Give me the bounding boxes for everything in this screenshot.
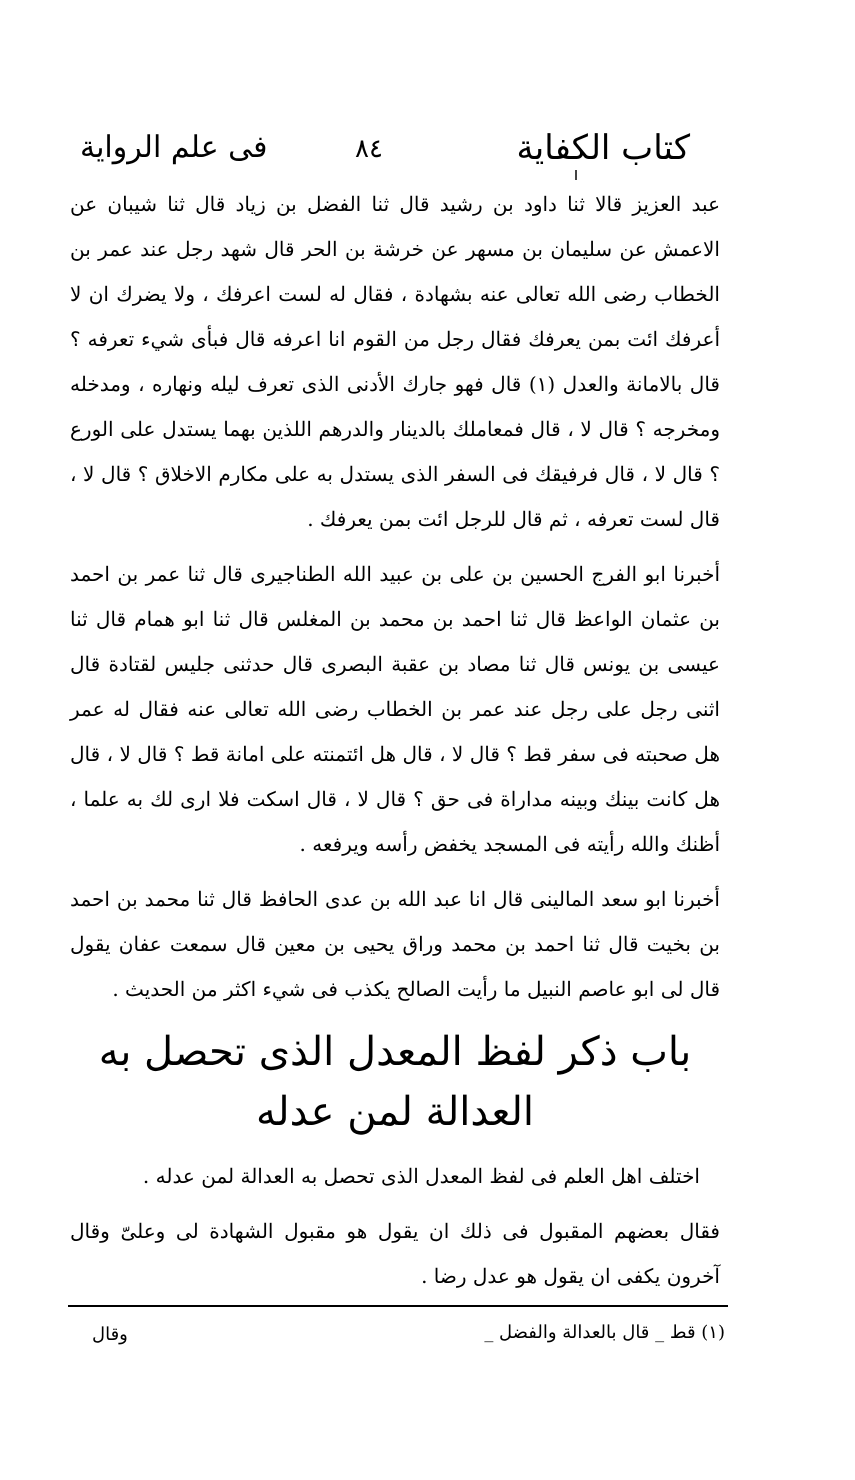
paragraph: عبد العزيز قالا ثنا داود بن رشيد قال ثنا الفضل بن زياد قال ثنا شيبان عن الاعمش عن سليمان بن مسهر عن خرشة بن الحر قال شهد رجل عند عمر بن الخطاب رضى الله تعالى عنه بشهادة ، فقال له لست اعرفك ، ولا يضرك ان لا أعرفك ائت بمن يعرفك فقال رجل من القوم انا اعرفه قال فبأى شيء تعرفه ؟ قال بالامانة والعدل (١) قال فهو جارك الأدنى الذى تعرف ليله ونهاره ، ومدخله ومخرجه ؟ قال لا ، قال فمعاملك بالدينار والدرهم اللذين بهما يستدل على الورع ؟ قال لا ، قال فرفيقك فى السفر الذى يستدل به على مكارم الاخلاق ؟ قال لا ، قال لست تعرفه ، ثم قال للرجل ائت بمن يعرفك .: [70, 192, 720, 531]
paragraph: اختلف اهل العلم فى لفظ المعدل الذى تحصل به العدالة لمن عدله .: [142, 1164, 700, 1188]
paragraph: أخبرنا ابو الفرج الحسين بن على بن عبيد الله الطناجيرى قال ثنا عمر بن احمد بن عثمان الواعظ قال ثنا احمد بن محمد بن المغلس قال ثنا ابو همام قال ثنا عيسى بن يونس قال ثنا مصاد بن عقبة البصرى قال حدثنى جليس لقتادة قال اثنى رجل على رجل عند عمر بن الخطاب رضى الله تعالى عنه فقال له عمر هل صحبته فى سفر قط ؟ قال لا ، قال هل ائتمنته على امانة قط ؟ قال لا ، قال هل كانت بينك وبينه مداراة فى حق ؟ قال لا ، قال اسكت فلا ارى لك به علما ، أظنك والله رأيته فى المسجد يخفض رأسه ويرفعه .: [70, 562, 720, 856]
main-text: [70, 182, 720, 1299]
paragraph: أخبرنا ابو سعد المالينى قال انا عبد الله بن عدى الحافظ قال ثنا محمد بن احمد بن بخيت قال ثنا احمد بن محمد وراق يحيى بن معين قال سمعت عفان يقول قال لى ابو عاصم النبيل ما رأيت الصالح يكذب فى شيء اكثر من الحديث .: [70, 887, 720, 1001]
paragraph: فقال بعضهم المقبول فى ذلك ان يقول هو مقبول الشهادة لى وعلىّ وقال آخرون يكفى ان يقول هو عدل رضا .: [70, 1219, 720, 1288]
page-header: [70, 128, 690, 178]
footnote: (١) قط _ قال بالعدالة والفضل _: [484, 1322, 725, 1343]
section-title: فى علم الرواية: [80, 130, 268, 165]
book-title: كتاب الكفاية: [516, 128, 690, 168]
print-mark: [575, 170, 577, 180]
chapter-heading: باب ذكر لفظ المعدل الذى تحصل به العدالة لمن عدله: [98, 1029, 692, 1135]
page-number: ٨٤: [355, 134, 383, 164]
footnote-divider: [68, 1305, 728, 1307]
catchword: وقال: [92, 1324, 128, 1345]
